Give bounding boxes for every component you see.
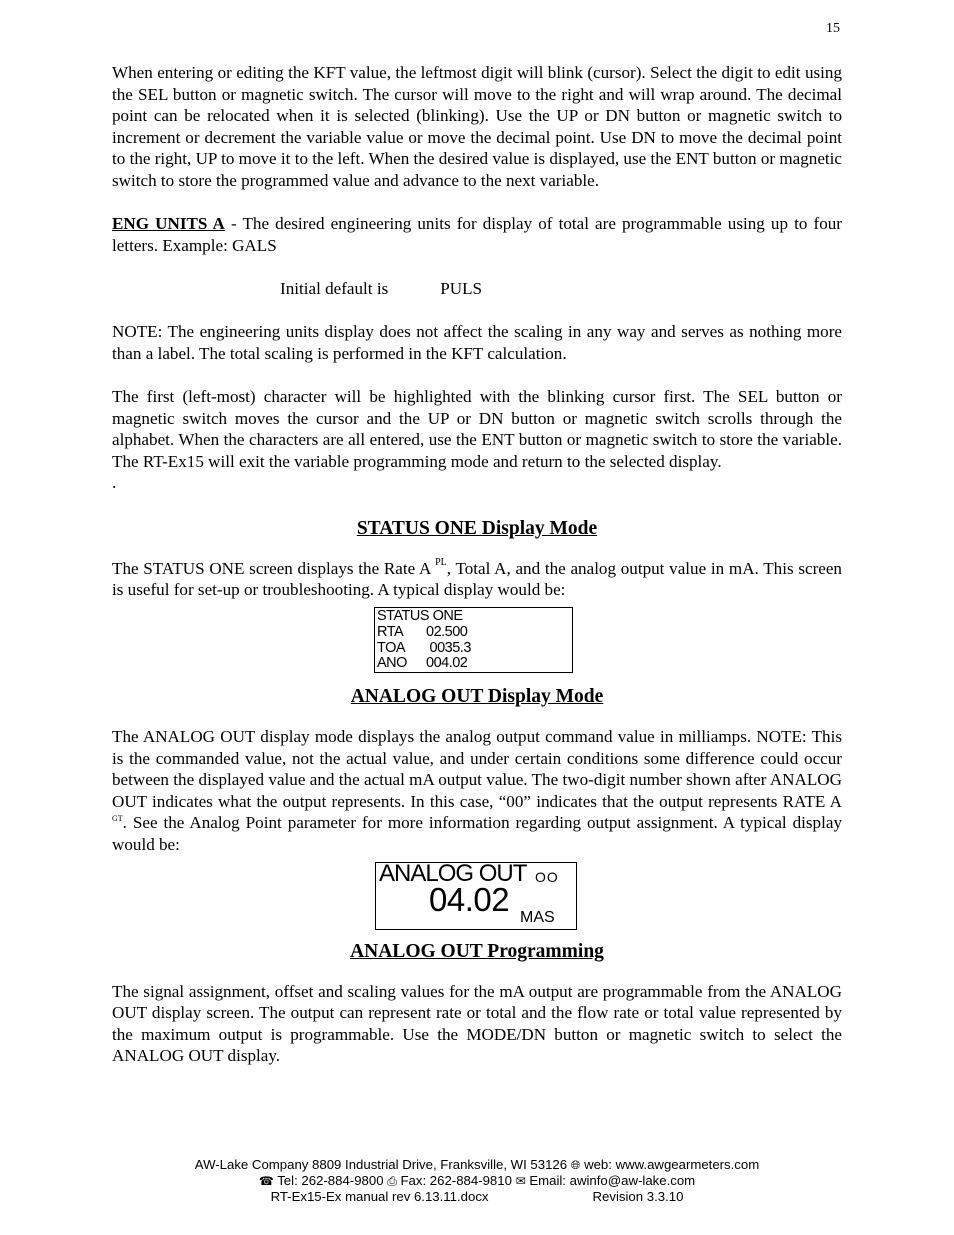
page-footer	[0, 1157, 954, 1205]
lcd-row-ano	[377, 656, 572, 672]
status-one-paragraph	[112, 558, 842, 601]
page-content	[112, 62, 842, 1067]
programming-heading: ANALOG OUT Programming	[350, 940, 604, 962]
page-number: 15	[826, 21, 840, 36]
eng-units-paragraph	[112, 213, 842, 256]
footer-web: web: www.awgearmeters.com	[584, 1157, 760, 1172]
footer-fax: Fax: 262-884-9810	[400, 1173, 512, 1188]
analog-out-lcd	[375, 859, 577, 930]
email-icon: ✉	[515, 1174, 526, 1188]
footer-doc: RT-Ex15-Ex manual rev 6.13.11.docx	[270, 1189, 489, 1204]
footer-company: AW-Lake Company 8809 Industrial Drive, Franksville, WI 53126	[194, 1157, 568, 1172]
analog-out-heading: ANALOG OUT Display Mode	[350, 686, 604, 708]
lcd2-code: OO	[535, 868, 559, 885]
kft-edit-paragraph: When entering or editing the KFT value, the leftmost digit will blink (cursor). Select the digit to edit using the SEL button or magnetic switch. The cursor will move to the right and will wrap around. The decimal point can be relocated when it is selected (blinking). Use the UP or DN button or magnetic switch to increment or decrement the variable value or move the decimal point. Use DN to move the decimal point to the right, UP to move it to the left. When the desired value is displayed, use the ENT button or magnetic switch to store the programmed value and advance to the next variable.	[112, 63, 842, 190]
default-label: Initial default is	[280, 278, 389, 298]
status-one-sup: PL	[435, 556, 447, 568]
footer-revision: Revision 3.3.10	[592, 1189, 684, 1204]
stray-dot: .	[112, 473, 117, 493]
eng-units-heading: ENG UNITS A	[112, 214, 225, 234]
analog-out-text-b: . See the Analog Point parameter for more information regarding output assignment. A typical display would be:	[112, 813, 842, 855]
lcd-label: TOA	[377, 639, 406, 656]
lcd2-unit: MAS	[520, 908, 555, 926]
lcd-value: 02.500	[426, 623, 468, 640]
lcd2-title: ANALOG OUT	[379, 859, 527, 887]
status-one-text-a: The STATUS ONE screen displays the Rate A	[112, 558, 436, 578]
footer-email: Email: awinfo@aw-lake.com	[529, 1173, 696, 1188]
footer-line-3	[0, 1189, 954, 1205]
lcd-label: ANO	[377, 655, 407, 672]
default-value: PULS	[440, 278, 483, 298]
fax-icon: ⎙	[387, 1174, 397, 1188]
lcd-row-toa	[377, 641, 572, 657]
default-line	[112, 278, 842, 300]
analog-out-text-a: The ANALOG OUT display mode displays the analog output command value in milliamps. NOTE: This is the commanded value, not the actual value, and under certain conditions some difference could occur between the displayed value and the actual mA output value. The two-digit number shown after ANALOG OUT indicates what the output represents. In this case, “00” indicates that the output represents RATE A	[112, 727, 842, 811]
status-one-text-b: , Total A, and the analog output value in mA. This screen is useful for set-up or troubleshooting. A typical display would be:	[112, 558, 842, 600]
programming-paragraph: The signal assignment, offset and scaling values for the mA output are programmable from the ANALOG OUT display screen. The output can represent rate or total and the flow rate or total value represented by the maximum output is programmable. Use the MODE/DN button or magnetic switch to select the ANALOG OUT display.	[112, 981, 842, 1066]
phone-icon: ☎	[258, 1174, 274, 1188]
note-paragraph: NOTE: The engineering units display does not affect the scaling in any way and serves as nothing more than a label. The total scaling is performed in the KFT calculation.	[112, 322, 842, 363]
globe-icon: 🌐︎	[570, 1158, 581, 1172]
footer-line-1	[0, 1157, 954, 1173]
lcd2-value: 04.02	[429, 880, 510, 918]
analog-out-paragraph	[112, 726, 842, 856]
lcd-row-rta	[377, 625, 572, 641]
eng-units-text: - The desired engineering units for display of total are programmable using up to four letters. Example: GALS	[112, 214, 842, 255]
status-one-heading: STATUS ONE Display Mode	[356, 517, 598, 539]
cursor-paragraph: The first (left-most) character will be highlighted with the blinking cursor first. The SEL button or magnetic switch moves the cursor and the UP or DN button or magnetic switch scrolls through the alphabet. When the characters are all entered, use the ENT button or magnetic switch to store the variable. The RT-Ex15 will exit the variable programming mode and return to the selected display.	[112, 386, 842, 471]
footer-line-2	[0, 1173, 954, 1189]
lcd-value: 004.02	[426, 655, 468, 672]
lcd-label: RTA	[377, 623, 404, 640]
footer-tel: Tel: 262-884-9800	[277, 1173, 384, 1188]
lcd-title: STATUS ONE	[377, 608, 463, 625]
analog-out-sup: GT	[112, 814, 123, 824]
status-one-lcd	[374, 607, 573, 673]
lcd-value: 0035.3	[426, 639, 471, 656]
